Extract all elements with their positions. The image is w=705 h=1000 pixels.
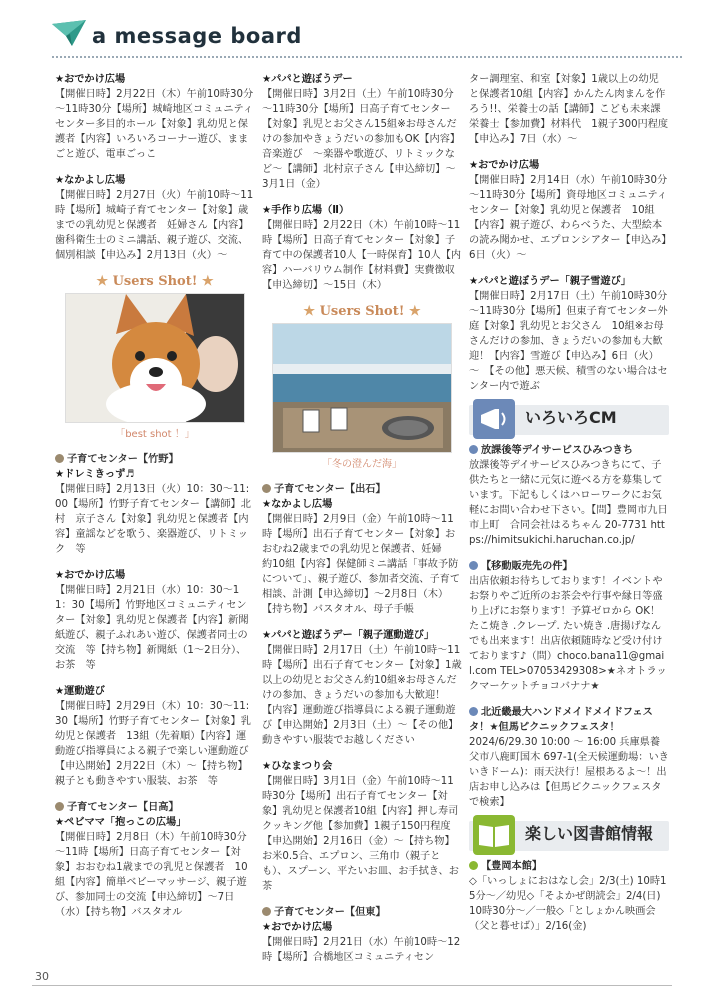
event-body: 【開催日時】2月9日（金）午前10時～11時【場所】出石子育てセンター【対象】おおむね2歳までの乳幼児と保護者、妊婦 約10組【内容】保健師ミニ講話「事故予防について」、親子遊び、参加者交流、子育て相談、計測【申込締切】～2月8日（木）【持ち物】バスタオル、母子手帳 xyxy=(262,514,461,615)
event-entry xyxy=(262,203,462,293)
sea-photo xyxy=(272,323,452,453)
event-entry xyxy=(469,158,669,263)
star-icon: ★ xyxy=(96,274,109,289)
section-heading: 子育てセンター【出石】 xyxy=(262,482,462,497)
cm-item-title: 放課後等デイサービスひみつきち xyxy=(469,443,669,458)
bullet-icon xyxy=(262,484,271,493)
event-body: 【開催日時】2月8日（木）午前10時30分～11時【場所】日高子育てセンター【対象】おおむね1歳までの乳児と保護者 10組【内容】簡単ベビーマッサージ、親子遊び、参加同士の交流【申込締切】～7日（水）【持ち物】バスタオル xyxy=(55,832,248,918)
cm-item-title: 北近畿最大ハンドメイドメイドフェスタ！★但馬ピクニックフェスタ！ xyxy=(469,707,653,733)
bullet-icon xyxy=(469,707,478,716)
event-body: 【開催日時】2月21日（水）午前10時～12時【場所】合橋地区コミュニティセン xyxy=(262,937,461,963)
dog-photo xyxy=(65,293,245,423)
users-shot-title: ★ Users Shot! ★ xyxy=(96,274,214,289)
page-number: 30 xyxy=(35,970,49,983)
bullet-icon xyxy=(469,445,478,454)
event-entry xyxy=(55,568,255,673)
event-entry xyxy=(262,497,462,617)
cm-title: いろいろCM xyxy=(525,408,617,427)
event-body: 【開催日時】2月22日（木）午前10時30分～11時30分【場所】城崎地区コミュニティセンター多目的ホール【対象】乳幼児と保護者【内容】いろいろコーナー遊び、ままごと遊び、電車ごっこ xyxy=(55,89,254,160)
event-title: ★パパと遊ぼうデー「親子雪遊び」 xyxy=(469,276,631,287)
event-entry xyxy=(55,684,255,789)
section-heading: 子育てセンター【竹野】 xyxy=(55,452,255,467)
event-body: 【開催日時】3月2日（土）午前10時30分～11時30分【場所】日高子育てセンター【対象】乳児とお父さん15組※お母さんだけの参加やきょうだいの参加もOK【内容】音楽遊び ～楽器や歌遊び、リトミックなど～【講師】北村京子さん【申込締切】～3月1日（金） xyxy=(262,89,461,190)
corgi-illustration xyxy=(66,294,244,422)
event-body: 【開催日時】2月27日（火）午前10時～11時【場所】城崎子育てセンター【対象】歳までの乳幼児と保護者 妊婦さん【内容】歯科衛生士のミニ講話、親子遊び、交流、個別相談【申込み】2月13日（火）～ xyxy=(55,190,254,261)
library-section-header xyxy=(469,821,669,851)
library-item-body: ◇「いっしょにおはなし会」2/3(土) 10時15分～／幼児◇「そよかぜ朗読会」2/4(日) 10時30分～／一般◇「としょかん映画会（父と暮せば）」2/16(金) xyxy=(469,876,667,932)
cm-item xyxy=(469,559,669,694)
library-title: 楽しい図書館情報 xyxy=(525,824,654,843)
event-body: 【開催日時】2月17日（土）午前10時30分～11時30分【場所】但東子育てセンター外庭【対象】乳幼児とお父さん 10組※お母さんだけの参加、きょうだいの参加も大歓迎！【内容】雪遊び【申込み】6日（火）～ 【その他】悪天候、積雪のない場合はセンター内で遊ぶ xyxy=(469,291,668,392)
bullet-icon xyxy=(55,802,64,811)
photo-caption: 「best shot ！」 xyxy=(115,429,195,440)
event-title: ★運動遊び xyxy=(55,686,105,697)
event-title: ★なかよし広場 xyxy=(55,175,126,186)
event-title: ★ひなまつり会 xyxy=(262,761,333,772)
event-title: ★おでかけ広場 xyxy=(55,570,126,581)
star-icon: ★ xyxy=(303,304,316,319)
event-body: 【開催日時】2月17日（土）午前10時～11時【場所】出石子育てセンター【対象】1歳以上の幼児とお父さん約10組※お母さんだけの参加、きょうだいの参加も大歓迎！【内容】運動遊び指導員による親子運動遊び【申込開始】2月3日（土）～【その他】動きやすい服装でお越しください xyxy=(262,645,462,746)
cm-item xyxy=(469,443,669,548)
event-body: 【開催日時】2月22日（木）午前10時～11時【場所】日高子育てセンター【対象】子育て中の保護者10人【一時保育】10人【内容】ハーバリウム制作【材料費】実費徴収【申込締切】～15日（木） xyxy=(262,220,462,291)
event-body: 【開催日時】2月13日（火）10：30～11:00【場所】竹野子育てセンター【講師】北村 京子さん【対象】乳幼児と保護者【内容】童謡などを歌う、楽器遊び、リトミック 等 xyxy=(55,484,251,555)
event-body: 【開催日時】2月21日（水）10：30～11：30【場所】竹野地区コミュニティセンター【対象】乳幼児と保護者【内容】新聞紙遊び、親子ふれあい遊び、保護者同士の交流 等【持ち物】新聞紙（1～2日分）、お茶 等 xyxy=(55,585,249,671)
event-entry xyxy=(55,467,255,557)
event-title: ★ドレミきっず♬ xyxy=(55,469,135,480)
cm-item-body: 放課後等デイサービスひみつきちにて、子供たちと一緒に元気に遊べる方を募集しています。下記もしくはハローワークにお気軽にお問い合わせ下さい。【問】豊岡市九日市上町 合同会社はるちゃん 20-7731 https://himitsukichi.haruchan.co.jp/ xyxy=(469,460,668,546)
event-title: ★なかよし広場 xyxy=(262,499,333,510)
event-entry xyxy=(55,815,255,920)
book-icon xyxy=(473,815,515,855)
event-title: ★ペビママ「抱っこの広場」 xyxy=(55,817,187,828)
column-3 xyxy=(469,72,669,945)
column-1 xyxy=(55,72,255,931)
event-body: ター調理室、和室【対象】1歳以上の幼児と保護者10組【内容】かんたん肉まんを作ろう!!、栄養士の話【講師】こども未来課栄養士【参加費】材料代 1親子300円程度【申込み】7日（水）～ xyxy=(469,74,669,145)
library-item xyxy=(469,859,669,934)
section-heading: 子育てセンター【日高】 xyxy=(55,800,255,815)
event-title: ★おでかけ広場 xyxy=(262,922,333,933)
footer-divider xyxy=(32,985,672,986)
cm-item-body: 出店依頼お待ちしております！イベントやお祭りやご近所のお茶会や行事や縁日等盛り上げにお祭ります！予算ゼロから OK！たこ焼き .クレープ. たい焼き .唐揚げなんでも出来ます！出店依頼随時など受け付けております♪（問）choco.bana11@gmail.com TEL>07053429308>★ネオトラックマーケットチョコバナナ★ xyxy=(469,576,667,692)
page-header xyxy=(0,0,705,70)
star-icon: ★ xyxy=(408,304,421,319)
event-entry xyxy=(55,173,255,263)
event-entry xyxy=(469,274,669,394)
cm-item xyxy=(469,705,669,810)
event-title: ★手作り広場（Ⅱ） xyxy=(262,205,350,216)
library-item-title: 【豊岡本館】 xyxy=(469,859,669,874)
event-entry xyxy=(262,72,462,192)
event-body: 【開催日時】2月29日（木）10：30～11:30【場所】竹野子育てセンター【対象】乳幼児と保護者 13組（先着順）【内容】運動遊び指導員による親子で楽しい運動遊び【申込開始】2月22日（木）～【持ち物】親子とも動きやすい服装、お茶 等 xyxy=(55,701,251,787)
event-entry xyxy=(469,72,669,147)
section-heading: 子育てセンター【但東】 xyxy=(262,905,462,920)
seaside-illustration xyxy=(273,324,451,452)
event-body: 【開催日時】3月1日（金）午前10時～11時30分【場所】出石子育てセンター【対象】乳幼児と保護者10組【内容】押し寿司クッキング他【参加費】1親子150円程度【申込開始】2月16日（金）～【持ち物】お米0.5合、エプロン、三角巾（親子とも）、スプーン、平たいお皿、お手拭き、お茶 xyxy=(262,776,459,892)
photo-caption: 「冬の澄んだ海」 xyxy=(322,459,402,470)
event-title: ★パパと遊ぼうデー xyxy=(262,74,353,85)
bullet-icon xyxy=(262,907,271,916)
event-title: ★おでかけ広場 xyxy=(469,160,540,171)
page-title: a message board xyxy=(92,24,302,48)
header-divider xyxy=(52,56,682,58)
bullet-icon xyxy=(469,561,478,570)
event-entry xyxy=(262,920,462,965)
bullet-icon xyxy=(469,861,478,870)
event-title: ★パパと遊ぼうデー「親子運動遊び」 xyxy=(262,630,435,641)
megaphone-icon xyxy=(473,399,515,439)
event-entry xyxy=(55,72,255,162)
event-entry xyxy=(262,759,462,894)
cm-section-header xyxy=(469,405,669,435)
users-shot-title: ★ Users Shot! ★ xyxy=(303,304,421,319)
event-entry xyxy=(262,628,462,748)
cm-item-body: 2024/6/29.30 10:00 ～ 16:00 兵庫県養父市八鹿町国木 697-1(全天候運動場：いきいきドーム)：雨天決行！屋根あるよ～！出店お申し込みは【但馬ピクニックフェスタで検索】 xyxy=(469,737,669,808)
bullet-icon xyxy=(55,454,64,463)
star-icon: ★ xyxy=(201,274,214,289)
paper-plane-icon xyxy=(52,20,86,46)
cm-item-title: 【移動販売先の件】 xyxy=(469,559,669,574)
event-title: ★おでかけ広場 xyxy=(55,74,126,85)
event-body: 【開催日時】2月14日（水）午前10時30分～11時30分【場所】資母地区コミュニティセンター【対象】乳幼児と保護者 10組【内容】親子遊び、わらべうた、大型絵本の読み聞かせ、エプロンシアター【申込み】6日（火）～ xyxy=(469,175,668,261)
column-2 xyxy=(262,72,462,976)
